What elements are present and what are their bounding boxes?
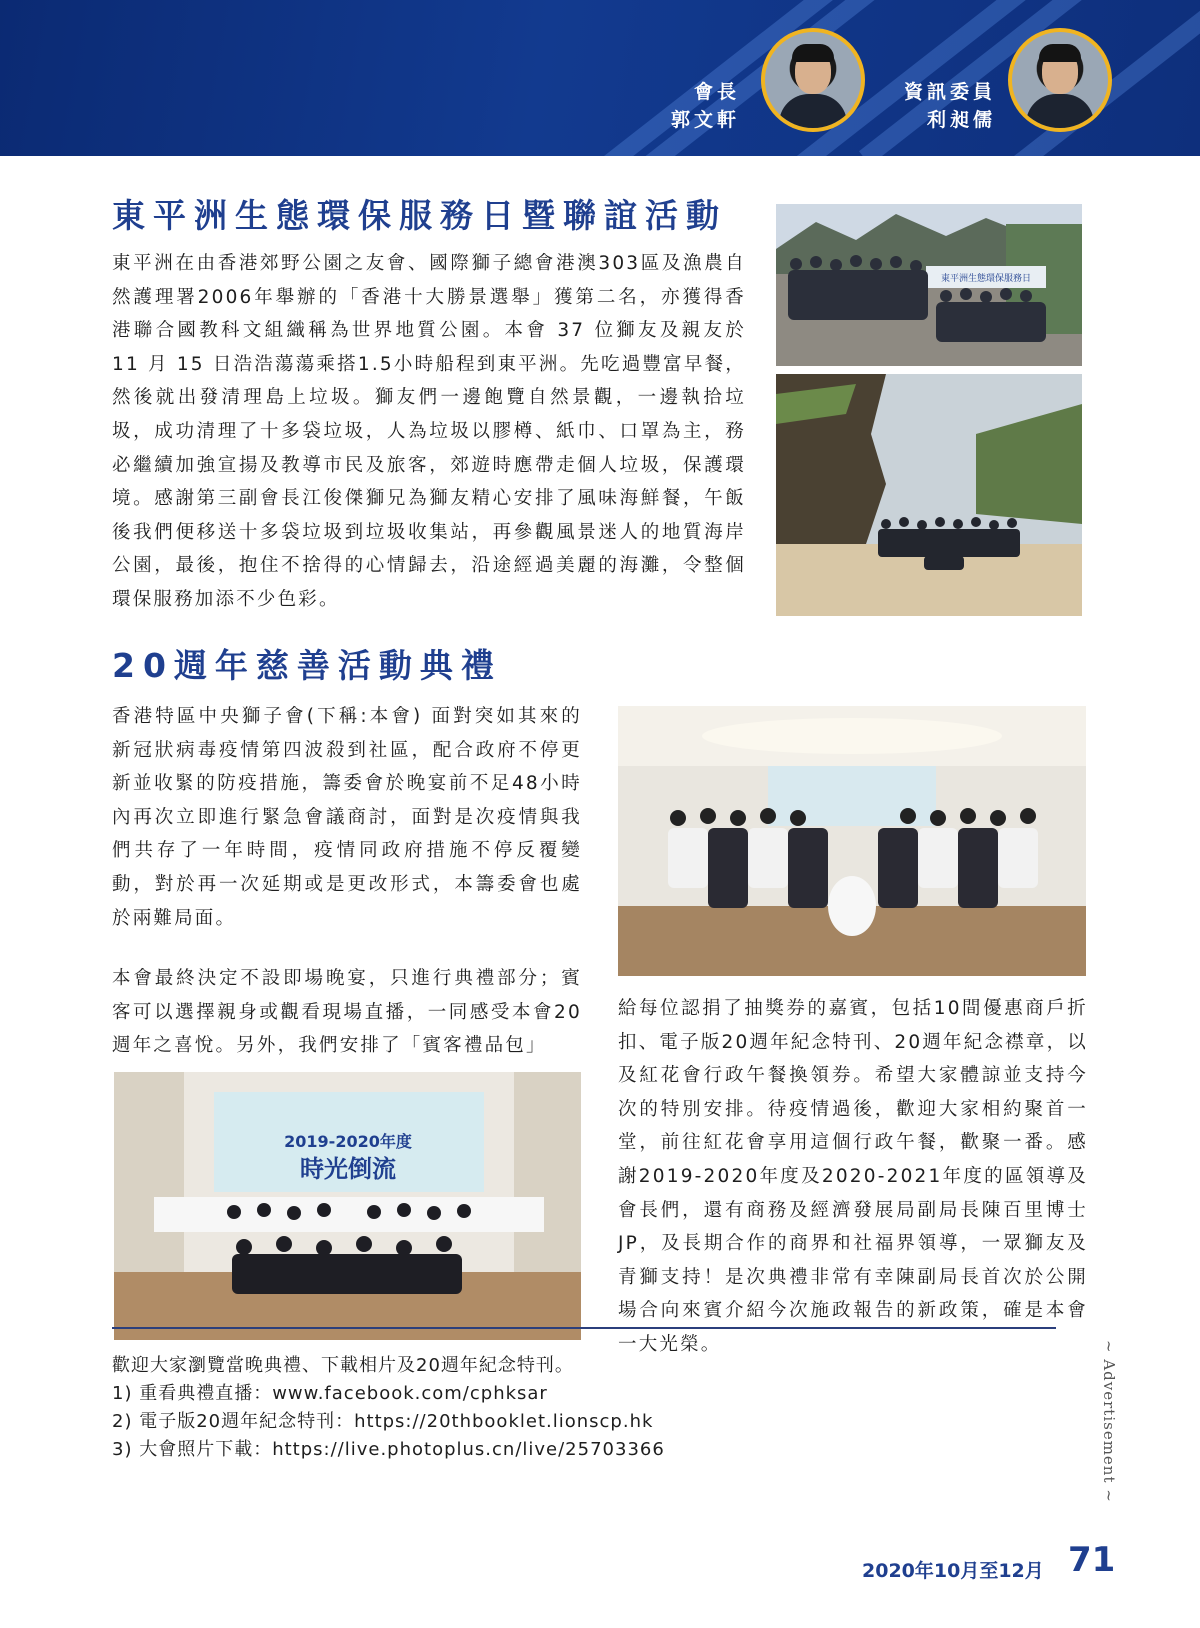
ceremony-group-photo-image [618, 706, 1086, 976]
ceremony-group-photo [618, 706, 1086, 976]
it-committee-caption [890, 78, 996, 134]
links-intro: 歡迎大家瀏覽當晚典禮、下載相片及20週年紀念特刊。 [112, 1355, 574, 1376]
link-livestream[interactable]: 1) 重看典禮直播：www.facebook.com/cphksar [112, 1383, 548, 1404]
section2-title: 20週年慈善活動典禮 [112, 646, 502, 685]
section-divider [112, 1327, 1056, 1329]
link-photo-download[interactable]: 3) 大會照片下載：https://live.photoplus.cn/live/25703366 [112, 1439, 665, 1460]
it-committee-role: 資訊委員 [903, 81, 996, 103]
advertisement-label: ~ Advertisement ~ [1100, 1340, 1118, 1503]
president-portrait [761, 28, 865, 132]
section1-title: 東平洲生態環保服務日暨聯誼活動 [112, 196, 727, 235]
president-role: 會長 [693, 81, 740, 103]
section1-body: 東平洲在由香港郊野公園之友會、國際獅子總會港澳303區及漁農自然護理署2006年舉辦的「香港十大勝景選舉」獲第二名，亦獲得香港聯合國教科文組織稱為世界地質公園。本會 37 位獅友及親友於 11 月 15 日浩浩蕩蕩乘搭1.5小時船程到東平洲。先吃過豐富早餐，然後就出發清理島上垃圾。獅友們一邊飽覽自然景觀，一邊執拾垃圾，成功清理了十多袋垃圾，人為垃圾以膠樽、紙巾、口罩為主，務必繼續加強宣揚及教導市民及旅客，郊遊時應帶走個人垃圾，保護環境。感謝第三副會長江俊傑獅兄為獅友精心安排了風味海鮮餐，午飯後我們便移送十多袋垃圾到垃圾收集站，再參觀風景迷人的地質海岸公園，最後，抱住不捨得的心情歸去，沿途經過美麗的海灘，令整個環保服務加添不少色彩。 [112, 253, 746, 610]
stage-group-photo-image [114, 1072, 581, 1340]
stage-backdrop-year: 2019-2020年度 [284, 1132, 412, 1151]
links-block [112, 1352, 665, 1464]
issue-date: 2020年10月至12月 [862, 1560, 1044, 1582]
stage-backdrop-title: 時光倒流 [300, 1155, 396, 1183]
rock-cliff-group-photo [776, 374, 1082, 616]
section2-para3: 給每位認捐了抽獎券的嘉賓，包括10間優惠商戶折扣、電子版20週年紀念特刊、20週年紀念襟章，以及紅花會行政午餐換領券。希望大家體諒並支持今次的特別安排。待疫情過後，歡迎大家相約聚首一堂，前往紅花會享用這個行政午餐，歡聚一番。感謝2019-2020年度及2020-2021年度的區領導及會長們，還有商務及經濟發展局副局長陳百里博士JP，及長期合作的商界和社福界領導，一眾獅友及青獅支持！是次典禮非常有幸陳副局長首次於公開場合向來賓介紹今次施政報告的新政策，確是本會一大光榮。 [618, 998, 1088, 1355]
pier-group-photo-image [776, 204, 1082, 366]
it-committee-name: 利昶儒 [926, 109, 996, 131]
pier-group-photo [776, 204, 1082, 366]
president-name: 郭文軒 [670, 109, 740, 131]
president-caption [640, 78, 740, 134]
page-number: 71 [1068, 1540, 1116, 1580]
rock-cliff-photo-image [776, 374, 1082, 616]
link-e-booklet[interactable]: 2) 電子版20週年紀念特刊：https://20thbooklet.lionscp.hk [112, 1411, 654, 1432]
section2-para2: 本會最終決定不設即場晚宴，只進行典禮部分；賓客可以選擇親身或觀看現場直播，一同感受本會20週年之喜悅。另外，我們安排了「賓客禮品包」 [112, 968, 582, 1057]
page-header-banner [0, 0, 1200, 156]
pier-banner-text: 東平洲生態環保服務日 [940, 274, 1032, 284]
stage-group-photo [114, 1072, 581, 1340]
it-committee-portrait [1008, 28, 1112, 132]
section2-para1: 香港特區中央獅子會(下稱:本會) 面對突如其來的新冠狀病毒疫情第四波殺到社區，配合政府不停更新並收緊的防疫措施，籌委會於晚宴前不足48小時內再次立即進行緊急會議商討，面對是次疫情與我們共存了一年時間，疫情同政府措施不停反覆變動，對於再一次延期或是更改形式，本籌委會也處於兩難局面。 [112, 706, 582, 929]
